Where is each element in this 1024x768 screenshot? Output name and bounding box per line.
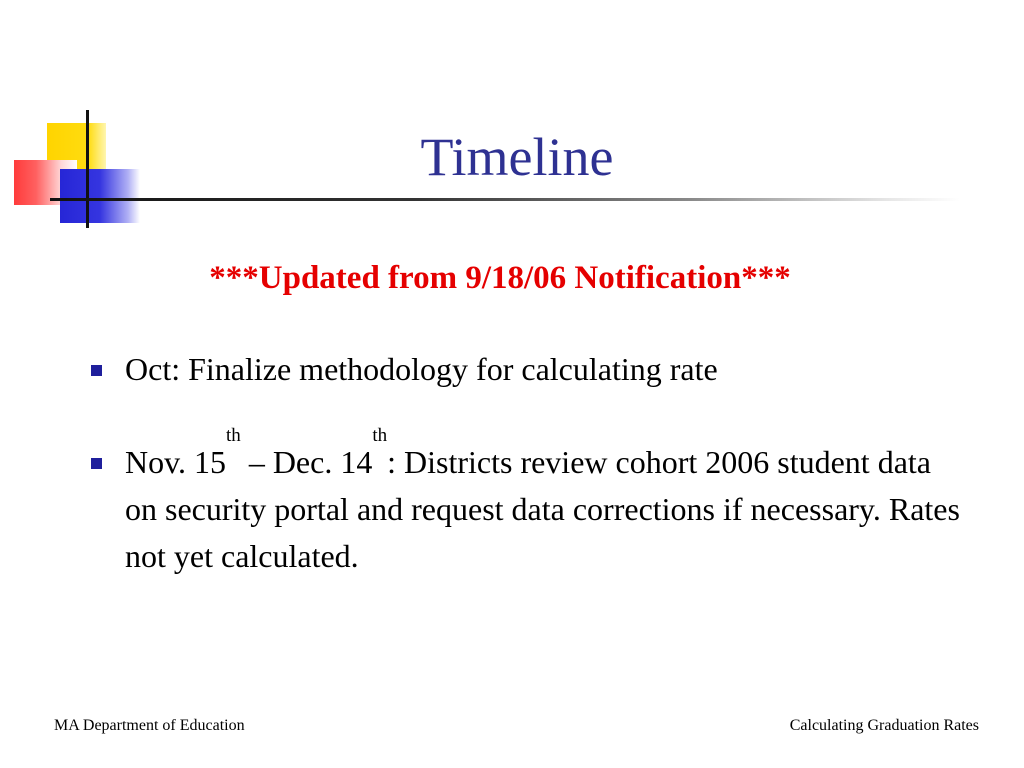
ordinal-suffix: th <box>372 425 388 446</box>
bullet-text: Oct: Finalize methodology for calculating rate <box>125 351 718 387</box>
bullet-list <box>88 346 968 580</box>
bullet-text-part-2: – Dec. 14 <box>240 444 373 480</box>
bullet-item-2 <box>88 425 968 580</box>
decorative-logo-icon <box>0 0 140 240</box>
footer-presentation-title: Calculating Graduation Rates <box>789 717 979 734</box>
footer-organization: MA Department of Education <box>54 717 245 734</box>
title-underline-rule <box>50 198 960 201</box>
square-bullet-icon <box>91 365 102 376</box>
bullet-text-part-1: Nov. 15 <box>125 444 227 480</box>
slide-title: Timeline <box>420 127 614 187</box>
bullet-item-1 <box>88 346 968 393</box>
slide-subtitle: ***Updated from 9/18/06 Notification*** <box>209 260 791 296</box>
square-bullet-icon <box>91 458 102 469</box>
bullet-text-part-3: : Districts review cohort 2006 student data on security portal and request data corrections if necessary. Rates not yet calculated. <box>125 444 960 574</box>
ordinal-suffix: th <box>226 425 241 446</box>
